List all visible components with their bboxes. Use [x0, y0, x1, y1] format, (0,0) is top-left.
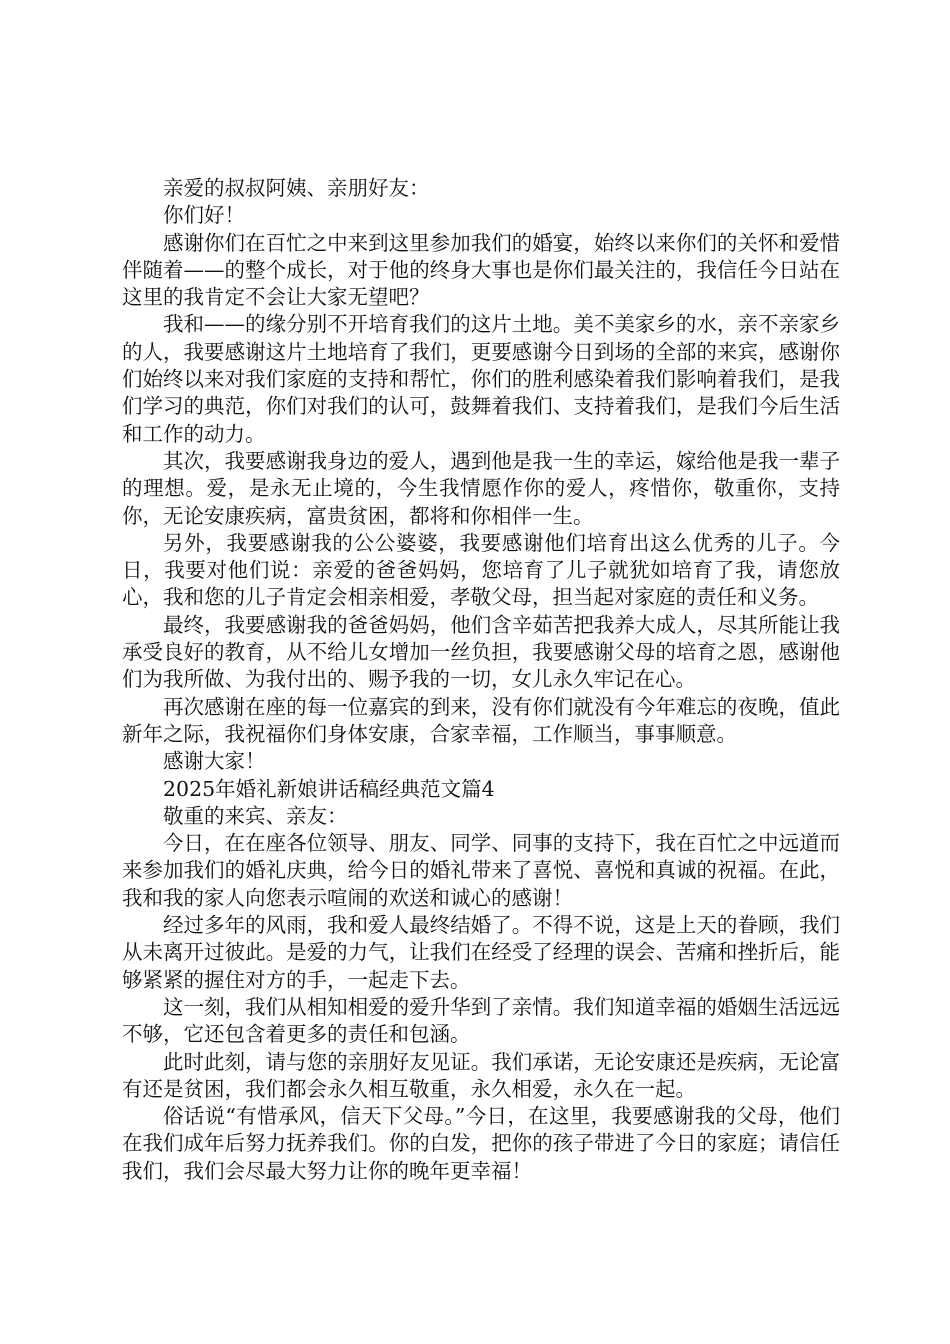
- greeting-line: 敬重的来宾、亲友：: [163, 803, 348, 828]
- greeting-line: 亲爱的叔叔阿姨、亲朋好友：: [163, 176, 430, 200]
- body-paragraph: 感谢你们在百忙之中来到这里参加我们的婚宴，始终以来你们的关怀和爱惜伴随着——的整个成长，对于他的终身大事也是你们最关注的，我信任今日站在这里的我肯定不会让大家无望吧？: [122, 230, 840, 310]
- body-paragraph: 俗话说“有惜承风，信天下父母。”今日，在这里，我要感谢我的父母，他们在我们成年后努力抚养我们。你的白发，把你的孩子带进了今日的家庭；请信任我们，我们会尽最大努力让你的晚年更幸福！: [122, 1104, 840, 1183]
- closing-line: 感谢大家！: [163, 749, 266, 774]
- body-paragraph: 另外，我要感谢我的公公婆婆，我要感谢他们培育出这么优秀的儿子。今日，我要对他们说：亲爱的爸爸妈妈，您培育了儿子就犹如培育了我，请您放心，我和您的儿子肯定会相亲相爱，孝敬父母，担当起对家庭的责任和义务。: [122, 530, 840, 610]
- body-paragraph: 经过多年的风雨，我和爱人最终结婚了。不得不说，这是上天的眷顾，我们从未离开过彼此。是爱的力气，让我们在经受了经理的误会、苦痛和挫折后，能够紧紧的握住对方的手，一起走下去。: [122, 913, 840, 992]
- body-paragraph: 其次，我要感谢我身边的爱人，遇到他是我一生的幸运，嫁给他是我一辈子的理想。爱，是永无止境的，今生我情愿作你的爱人，疼惜你，敬重你，支持你，无论安康疾病，富贵贫困，都将和你相伴一生。: [122, 448, 840, 528]
- body-paragraph: 再次感谢在座的每一位嘉宾的到来，没有你们就没有今年难忘的夜晚，值此新年之际，我祝福你们身体安康，合家幸福，工作顺当，事事顺意。: [122, 694, 840, 746]
- body-paragraph: 此时此刻，请与您的亲朋好友见证。我们承诺，无论安康还是疾病，无论富有还是贫困，我们都会永久相互敬重，永久相爱，永久在一起。: [122, 1049, 840, 1101]
- document-body: [122, 175, 840, 1185]
- body-paragraph: 我和——的缘分别不开培育我们的这片土地。美不美家乡的水，亲不亲家乡的人，我要感谢这片土地培育了我们，更要感谢今日到场的全部的来宾，感谢你们始终以来对我们家庭的支持和帮忙，你们的胜利感染着我们影响着我们，是我们学习的典范，你们对我们的认可，鼓舞着我们、支持着我们，是我们今后生活和工作的动力。: [122, 312, 840, 446]
- section-title: 2025年婚礼新娘讲话稿经典范文篇4: [163, 776, 495, 801]
- body-paragraph: 这一刻，我们从相知相爱的爱升华到了亲情。我们知道幸福的婚姻生活远远不够，它还包含着更多的责任和包涵。: [122, 994, 840, 1047]
- body-paragraph: 最终，我要感谢我的爸爸妈妈，他们含辛茹苦把我养大成人，尽其所能让我承受良好的教育，从不给儿女增加一丝负担，我要感谢父母的培育之恩，感谢他们为我所做、为我付出的、赐予我的一切，女儿永久牢记在心。: [122, 612, 840, 692]
- salutation-line: 你们好！: [163, 203, 245, 228]
- body-paragraph: 今日，在在座各位领导、朋友、同学、同事的支持下，我在百忙之中远道而来参加我们的婚礼庆典，给今日的婚礼带来了喜悦、喜悦和真诚的祝福。在此，我和我的家人向您表示喧闹的欢送和诚心的感谢！: [122, 831, 840, 910]
